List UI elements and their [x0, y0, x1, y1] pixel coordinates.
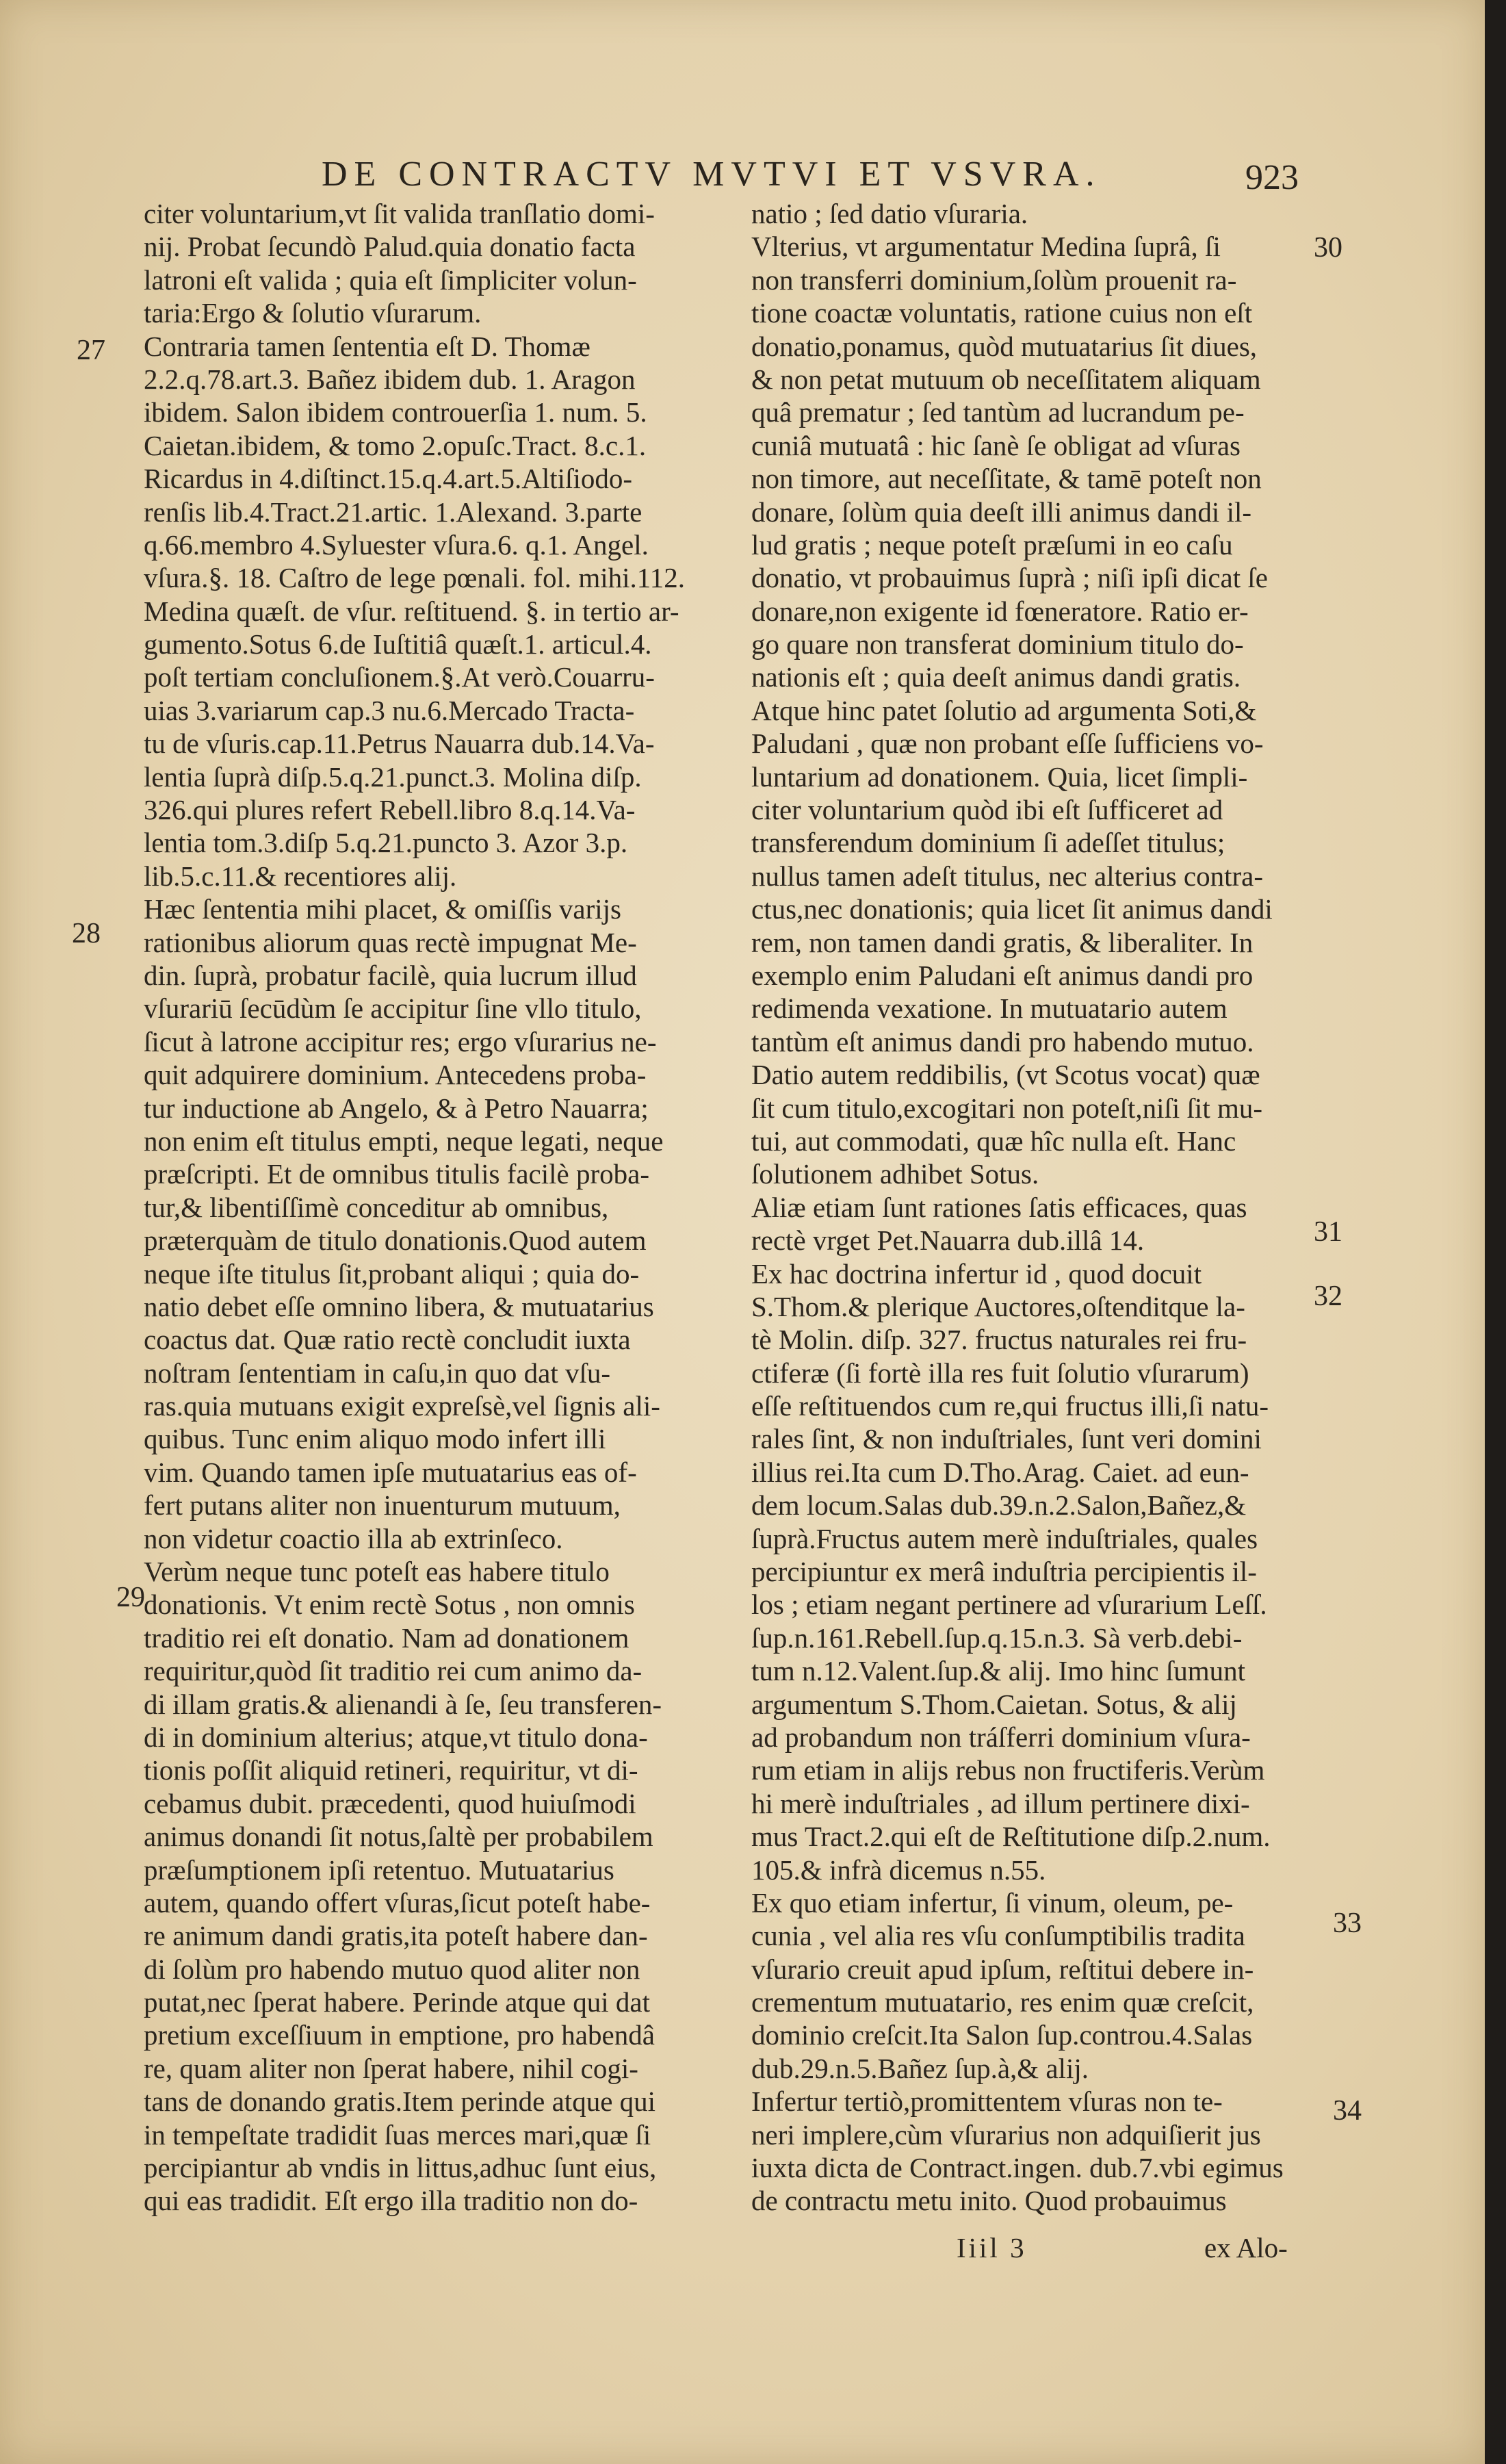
text-line: ſup.n.161.Rebell.ſup.q.15.n.3. Sà verb.debi-	[751, 1621, 1243, 1654]
catchword: ex Alo-	[1204, 2232, 1288, 2263]
text-line: Vlterius, vt argumentatur Medina ſuprâ, ſi	[751, 231, 1221, 263]
text-line: Paludani , quæ non probant eſſe ſufficiens vo-	[751, 728, 1264, 760]
margin-number-32: 32	[1314, 1281, 1342, 1312]
text-line: de contractu metu inito. Quod probauimus	[751, 2185, 1227, 2217]
text-line: ſit cum titulo,excogitari non poteſt,niſi ſit mu-	[751, 1092, 1263, 1124]
text-line: ad probandum non tráſferri dominium vſura-	[751, 1721, 1251, 1753]
text-line: tur,& libentiſſimè conceditur ab omnibus,	[144, 1191, 609, 1223]
text-line: percipiantur ab vndis in littus,adhuc ſunt eius,	[144, 2152, 657, 2184]
text-line: cunia , vel alia res vſu conſumptibilis tradita	[751, 1920, 1245, 1952]
text-line: illius rei.Ita cum D.Tho.Arag. Caiet. ad eun-	[751, 1456, 1249, 1488]
text-line: lentia ſuprà diſp.5.q.21.punct.3. Molina diſp.	[144, 760, 642, 793]
text-line: re, quam aliter non ſperat habere, nihil cogi-	[144, 2052, 638, 2084]
text-line: dem locum.Salas dub.39.n.2.Salon,Bañez,&	[751, 1489, 1247, 1522]
text-line: Contraria tamen ſententia eſt D. Thomæ	[144, 330, 590, 362]
text-line: non timore, aut neceſſitate, & tamē poteſt non	[751, 463, 1262, 495]
text-line: donare, ſolùm quia deeſt illi animus dandi il-	[751, 496, 1252, 528]
text-line: putat,nec ſperat habere. Perinde atque qui dat	[144, 1986, 650, 2018]
text-line: rectè vrget Pet.Nauarra dub.illâ 14.	[751, 1224, 1145, 1257]
text-line: go quare non transferat dominium titulo do-	[751, 628, 1244, 660]
text-line: Medina quæſt. de vſur. reſtituend. §. in tertio ar-	[144, 595, 679, 627]
text-line: natio debet eſſe omnino libera, & mutuatarius	[144, 1290, 654, 1322]
text-line: non enim eſt titulus empti, neque legati, neque	[144, 1125, 664, 1157]
text-line: autem, quando offert vſuras,ſicut poteſt habe-	[144, 1886, 651, 1918]
text-line: tum n.12.Valent.ſup.& alij. Imo hinc ſumunt	[751, 1655, 1245, 1687]
text-line: citer voluntarium quòd ibi eſt ſufficeret ad	[751, 794, 1223, 826]
text-line: exemplo enim Paludani eſt animus dandi pro	[751, 959, 1254, 991]
text-line: Ricardus in 4.diſtinct.15.q.4.art.5.Altiſiodo-	[144, 463, 632, 495]
right-column	[751, 197, 1329, 2218]
text-line: eſſe reſtituendos cum re,qui fructus illi,ſi natu-	[751, 1390, 1269, 1422]
text-line: Ex hac doctrina infertur id , quod docuit	[751, 1257, 1202, 1289]
text-line: tur inductione ab Angelo, & à Petro Nauarra;	[144, 1092, 649, 1124]
text-line: cuniâ mutuatâ : hic ſanè ſe obligat ad vſuras	[751, 429, 1241, 461]
text-line: 326.qui plures refert Rebell.libro 8.q.14.Va-	[144, 794, 636, 826]
text-line: renſis lib.4.Tract.21.artic. 1.Alexand. 3.parte	[144, 496, 642, 528]
text-line: ctiferæ (ſi fortè illa res fuit ſolutio vſurarum)	[751, 1357, 1249, 1389]
left-column	[144, 197, 746, 2218]
text-line: vſurariū ſecūdùm ſe accipitur ſine vllo titulo,	[144, 992, 642, 1025]
text-line: ctus,nec donationis; quia licet ſit animus dandi	[751, 893, 1273, 925]
text-line: neque iſte titulus ſit,probant aliqui ; quia do-	[144, 1257, 640, 1289]
text-line: ſolutionem adhibet Sotus.	[751, 1158, 1039, 1190]
text-line: præſumptionem ipſi retentuo. Mutuatarius	[144, 1853, 614, 1886]
text-line: nationis eſt ; quia deeſt animus dandi gratis.	[751, 661, 1241, 693]
text-line: cebamus dubit. præcedenti, quod huiuſmodi	[144, 1787, 636, 1819]
text-line: vim. Quando tamen ipſe mutuatarius eas of-	[144, 1456, 637, 1488]
text-line: luntarium ad donationem. Quia, licet ſimpli-	[751, 760, 1248, 793]
margin-number-34: 34	[1333, 2095, 1362, 2127]
text-line: rales ſint, & non induſtriales, ſunt veri domini	[751, 1423, 1262, 1455]
text-line: lentia tom.3.diſp 5.q.21.puncto 3. Azor 3.p.	[144, 827, 628, 859]
text-line: præterquàm de titulo donationis.Quod autem	[144, 1224, 647, 1257]
text-line: tantùm eſt animus dandi pro habendo mutuo.	[751, 1025, 1254, 1057]
text-line: Caietan.ibidem, & tomo 2.opuſc.Tract. 8.c.1.	[144, 429, 647, 461]
text-line: citer voluntarium,vt ſit valida tranſlatio domi-	[144, 198, 655, 229]
text-line: noſtram ſententiam in caſu,in quo dat vſu-	[144, 1357, 611, 1389]
text-line: traditio rei eſt donatio. Nam ad donationem	[144, 1621, 629, 1654]
text-line: Infertur tertiò,promittentem vſuras non te-	[751, 2086, 1223, 2118]
page-number: 923	[1245, 158, 1299, 197]
text-line: poſt tertiam concluſionem.§.At verò.Couarru-	[144, 661, 655, 693]
text-line: dub.29.n.5.Bañez ſup.à,& alij.	[751, 2052, 1089, 2084]
text-line: re animum dandi gratis,ita poteſt habere dan-	[144, 1920, 648, 1952]
text-line: vſura.§. 18. Caſtro de lege pœnali. fol. mihi.112.	[144, 562, 685, 594]
text-line: qui eas tradidit. Eſt ergo illa traditio non do-	[144, 2185, 638, 2217]
text-line: fert putans aliter non inuenturum mutuum,	[144, 1489, 621, 1522]
text-line: neri implere,cùm vſurarius non adquiſierit jus	[751, 2118, 1261, 2151]
margin-number-31: 31	[1314, 1216, 1342, 1248]
text-line: di illam gratis.& alienandi à ſe, ſeu transferen-	[144, 1688, 662, 1720]
text-line: donatio,ponamus, quòd mutuatarius ſit diues,	[751, 330, 1258, 362]
text-line: S.Thom.& plerique Auctores,oſtenditque la-	[751, 1290, 1245, 1322]
text-line: Atque hinc patet ſolutio ad argumenta Soti,&	[751, 694, 1257, 726]
text-line: nij. Probat ſecundò Palud.quia donatio facta	[144, 231, 636, 263]
text-line: ibidem. Salon ibidem controuerſia 1. num. 5.	[144, 396, 647, 428]
running-title: DE CONTRACTV MVTVI ET VSVRA.	[322, 155, 1102, 194]
text-line: di in dominium alterius; atque,vt titulo dona-	[144, 1721, 648, 1753]
text-line: tè Molin. diſp. 327. fructus naturales rei fru-	[751, 1324, 1247, 1356]
text-line: Aliæ etiam ſunt rationes ſatis efficaces, quas	[751, 1191, 1247, 1223]
text-line: lib.5.c.11.& recentiores alij.	[144, 860, 457, 892]
text-line: coactus dat. Quæ ratio rectè concludit iuxta	[144, 1324, 631, 1356]
text-line: tu de vſuris.cap.11.Petrus Nauarra dub.14.Va-	[144, 728, 655, 760]
text-line: ras.quia mutuans exigit expreſsè,vel ſignis ali-	[144, 1390, 660, 1422]
text-line: rationibus aliorum quas rectè impugnat Me-	[144, 926, 637, 958]
signature-mark: Iiil 3	[957, 2232, 1027, 2263]
text-line: redimenda vexatione. In mutuatario autem	[751, 992, 1228, 1025]
text-line: q.66.membro 4.Syluester vſura.6. q.1. Angel.	[144, 528, 649, 561]
text-line: dominio creſcit.Ita Salon ſup.controu.4.Salas	[751, 2019, 1253, 2051]
text-line: percipiuntur ex merâ induſtria percipientis il-	[751, 1556, 1257, 1588]
text-line: Ex quo etiam infertur, ſi vinum, oleum, pe-	[751, 1886, 1234, 1918]
text-line: tione coactæ voluntatis, ratione cuius non eſt	[751, 297, 1253, 329]
text-line: rem, non tamen dandi gratis, & liberaliter. In	[751, 926, 1254, 958]
text-line: lud gratis ; neque poteſt præſumi in eo caſu	[751, 528, 1233, 561]
margin-number-27: 27	[77, 335, 105, 366]
text-line: tans de donando gratis.Item perinde atque qui	[144, 2086, 656, 2118]
text-line: taria:Ergo & ſolutio vſurarum.	[144, 297, 482, 329]
text-line: tionis poſſit aliquid retineri, requiritur, vt di-	[144, 1754, 638, 1786]
margin-number-30: 30	[1314, 232, 1342, 264]
text-line: donare,non exigente id fœneratore. Ratio er-	[751, 595, 1249, 627]
text-line: ſicut à latrone accipitur res; ergo vſurarius ne-	[144, 1025, 657, 1057]
text-line: ſuprà.Fructus autem merè induſtriales, quales	[751, 1522, 1258, 1554]
text-line: non transferri dominium,ſolùm prouenit ra-	[751, 264, 1237, 296]
text-line: 2.2.q.78.art.3. Bañez ibidem dub. 1. Aragon	[144, 363, 636, 395]
text-line: non videtur coactio illa ab extrinſeco.	[144, 1522, 563, 1554]
text-line: pretium exceſſiuum in emptione, pro habendâ	[144, 2019, 655, 2051]
text-line: natio ; ſed datio vſuraria.	[751, 198, 1028, 229]
text-line: requiritur,quòd ſit traditio rei cum animo da-	[144, 1655, 642, 1687]
text-line: rum etiam in alijs rebus non fructiferis.Verùm	[751, 1754, 1265, 1786]
text-line: uias 3.variarum cap.3 nu.6.Mercado Tracta-	[144, 694, 635, 726]
text-line: in tempeſtate tradidit ſuas merces mari,quæ ſi	[144, 2118, 651, 2151]
text-line: Datio autem reddibilis, (vt Scotus vocat) quæ	[751, 1059, 1260, 1091]
text-line: quâ prematur ; ſed tantùm ad lucrandum pe-	[751, 396, 1245, 428]
text-line: Verùm neque tunc poteſt eas habere titulo	[144, 1556, 610, 1588]
margin-number-29: 29	[116, 1582, 145, 1613]
text-line: los ; etiam negant pertinere ad vſurarium Leſſ.	[751, 1589, 1267, 1621]
text-line: quit adquirere dominium. Antecedens proba-	[144, 1059, 647, 1091]
text-line: quibus. Tunc enim aliquo modo infert illi	[144, 1423, 606, 1455]
text-line: animus donandi ſit notus,ſaltè per probabilem	[144, 1821, 653, 1853]
text-line: din. ſuprà, probatur facilè, quia lucrum illud	[144, 959, 637, 991]
text-line: donatio, vt probauimus ſuprà ; niſi ipſi dicat ſe	[751, 562, 1268, 594]
text-line: latroni eſt valida ; quia eſt ſimpliciter volun-	[144, 264, 637, 296]
text-line: transferendum dominium ſi adeſſet titulus;	[751, 827, 1225, 859]
text-line: crementum mutuatario, res enim quæ creſcit,	[751, 1986, 1254, 2018]
text-line: mus Tract.2.qui eſt de Reſtitutione diſp.2.num.	[751, 1821, 1271, 1853]
text-line: nullus tamen adeſt titulus, nec alterius contra-	[751, 860, 1264, 892]
text-line: tui, aut commodati, quæ hîc nulla eſt. Hanc	[751, 1125, 1236, 1157]
margin-number-33: 33	[1333, 1908, 1362, 1939]
text-line: donationis. Vt enim rectè Sotus , non omnis	[144, 1589, 635, 1621]
text-line: iuxta dicta de Contract.ingen. dub.7.vbi egimus	[751, 2152, 1284, 2184]
text-line: argumentum S.Thom.Caietan. Sotus, & alij	[751, 1688, 1237, 1720]
margin-number-28: 28	[72, 918, 101, 949]
text-line: hi merè induſtriales , ad illum pertinere dixi-	[751, 1787, 1250, 1819]
text-line: præſcripti. Et de omnibus titulis facilè proba-	[144, 1158, 649, 1190]
text-line: vſurario creuit apud ipſum, reſtitui debere in-	[751, 1953, 1254, 1985]
text-line: & non petat mutuum ob neceſſitatem aliquam	[751, 363, 1261, 395]
text-line: di ſolùm pro habendo mutuo quod aliter non	[144, 1953, 640, 1985]
text-line: 105.& infrà dicemus n.55.	[751, 1853, 1046, 1886]
page-edge-shadow	[1485, 0, 1506, 2464]
text-line: gumento.Sotus 6.de Iuſtitiâ quæſt.1. articul.4.	[144, 628, 652, 660]
text-line: Hæc ſententia mihi placet, & omiſſis varijs	[144, 893, 622, 925]
